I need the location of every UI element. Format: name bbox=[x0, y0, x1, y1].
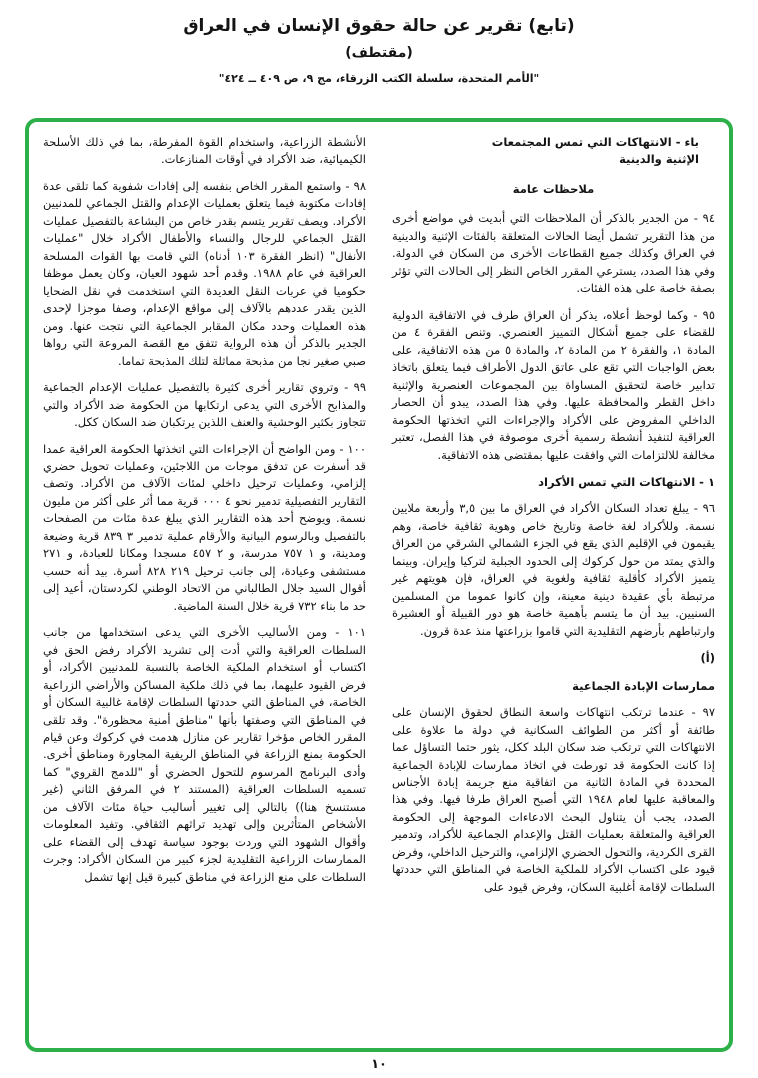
section-heading: ملاحظات عامة bbox=[512, 181, 595, 196]
document-subtitle: (مقتطف) bbox=[345, 45, 413, 61]
paragraph: ١٠١ - ومن الأساليب الأخرى التي يدعى استخدامها من جانب السلطات العراقية والتي أدت إلى تشريد الأكراد رفض الحق في اكتساب أو استخدام الملكية الخاصة بالنسبة للمدنيين الأكراد، أو فرض القيود عليهما، بما في ذلك ملكية المساكن والأراضي الزراعية الخاصة، في المناطق التي حددتها السلطات لإقامة غالبية السكان أو في المناطق التي وصفتها بأنها "مناطق أمنية محظورة". وقد تلقى المقرر الخاص مؤخرا تقارير عن منازل هدمت في كركوك وعن قيام الحكومة بمنع الزراعة في المناطق الريفية المجاورة ومناطق أخرى. وأدى البرنامج المرسوم للتحول الحضري أو "للدمج القروي" كما تسميه السلطات العراقية (المستند ٢ في المرفق الثاني (غير مستنسخ هنا)) بالتالي إلى تغيير أساليب حياة مئات الآلاف من الأشخاص المتأثرين وإلى تهديد تراثهم الثقافي. وتفيد المعلومات وأقوال الشهود التي وردت بوجود سياسة تهدف إلى القضاء على الممارسات الزراعية التقليدية لجزء كبير من السكان الأكراد: وجرت السلطات على منع الزراعة في مناطق كبيرة قيل إنها تشمل bbox=[43, 625, 366, 884]
paragraph: ٩٨ - واستمع المقرر الخاص بنفسه إلى إفادات شفوية كما تلقى عدة إفادات مكتوبة فيما يتعلق بعمليات الإعدام والقتل الجماعي للمدنيين الأكراد. ويصف تقرير يتسم بقدر خاص من البشاعة بالتفصيل عمليات القتل الجماعي للرجال والنساء والأطفال الأكراد خلال "عمليات الأنفال" (انظر الفقرة ١٠٣ أدناه) التي قامت بها القوات المسلحة العراقية في عام ١٩٨٨. وقدم أحد شهود العيان، وكان يعمل موظفا حكوميا في عربات النقل العديدة التي استخدمت في نقل الضحايا الذين يقدر عددهم بالآلاف إلى مواقع الإعدام، وصفا موجزا لإحدى هذه العمليات وحدد مكان المقابر الجماعية التي نتجت عنها. ومن الجدير بالذكر أن هذه الرواية تتفق مع القصة المروعة التي رواها صبي صغير نجا من مذبحة مماثلة لتلك المذبحة تماما. bbox=[43, 178, 366, 368]
paragraph: ٩٦ - يبلغ تعداد السكان الأكراد في العراق ما بين ٣,٥ وأربعة ملايين نسمة. وللأكراد لغة خاصة وتاريخ خاص وهوية ثقافية خاصة، وهم يقيمون في الإقليم الذي يقع في الجزء الشمالي الشرقي من العراق والذي يمتد من حول كركوك إلى الحدود الجبلية لتركيا وإيران. وبينما يتميز الأكراد كأقلية ثقافية ولغوية في العراق، فإن هويتهم غير مرتبطة بأي عقيدة دينية معينة، وإن كانوا عموما من المسلمين السنيين. بيد أن ما يتسم بأهمية خاصة هو دور القبيلة أو العشيرة وارتباطهم بأرضهم التقليدية التي قاموا بزراعتها منذ عدة قرون. bbox=[392, 501, 715, 638]
paragraph: ٩٤ - من الجدير بالذكر أن الملاحظات التي أبديت في مواضع أخرى من هذا التقرير تشمل أيضا الحالات المتعلقة بالفئات الإثنية والدينية في العراق وكذلك جميع القطاعات الأخرى من السكان في الدولة. وفي هذا الصدد، يسترعي المقرر الخاص النظر إلى الحالات التي تؤثر بصفة خاصة على هذه الفئات. bbox=[392, 211, 715, 296]
page-number: ١٠ bbox=[371, 1057, 387, 1072]
paragraph: الأنشطة الزراعية، واستخدام القوة المفرطة، بما في ذلك الأسلحة الكيميائية، ضد الأكراد في أوقات المنازعات. bbox=[43, 135, 366, 167]
section-heading: ١ - الانتهاكات التي تمس الأكراد bbox=[538, 474, 715, 489]
section-heading: ممارسات الإبادة الجماعية bbox=[572, 678, 715, 693]
paragraph: ١٠٠ - ومن الواضح أن الإجراءات التي اتخذتها الحكومة العراقية عمدا قد أسفرت عن تدفق موجات من اللاجئين، وعمليات تحويل حضري إلزامي، وعمليات ترحيل داخلي لمئات الآلاف من الأكراد. وتصف التقارير التفصيلية تدمير نحو ٤ ٠٠٠ قرية مما أثر على أكثر من مليون نسمة. ويوضح أحد هذه التقارير الذي يبلغ عدة مئات من الصفحات بالتفصيل وبالرسوم البيانية والأرقام عملية تدمير ٣ ٨٣٩ قرية وضيعة ومدينة، و ١ ٧٥٧ مدرسة، و ٢ ٤٥٧ مسجدا ومكانا للعبادة، و ٢٧١ مستشفى وعيادة، إلى جانب ترحيل ٢١٩ ٨٢٨ أسرة. بيد أنه حسب أقوال السيد جلال الطالباني من الاتحاد الوطني لكردستان، أعيد إلى حد ما بناء ٧٣٢ قرية خلال السنة الماضية. bbox=[43, 441, 367, 613]
section-heading: (أ) bbox=[700, 651, 715, 666]
document-header bbox=[0, 0, 758, 85]
document-source-citation: "الأمم المتحدة، سلسلة الكتب الزرقاء، مج ٩، ص ٤٠٩ ــ ٤٢٤" bbox=[218, 72, 540, 85]
document-title: (تابع) تقرير عن حالة حقوق الإنسان في العراق bbox=[183, 16, 575, 36]
paragraph: ٩٩ - وتروي تقارير أخرى كثيرة بالتفصيل عمليات الإعدام الجماعية والمذابح الأخرى التي يدعى ارتكابها من الحكومة ضد الأكراد والتي تتجاوز بكثير الوحشية والعنف اللذين يرتكبان ضد السكان ككل. bbox=[43, 380, 366, 430]
content-frame bbox=[25, 118, 733, 1052]
section-heading: باء - الانتهاكات التي تمس المجتمعات الإثنية والدينية bbox=[491, 135, 699, 167]
paragraph: ٩٧ - عندما ترتكب انتهاكات واسعة النطاق لحقوق الإنسان على طائفة أو أكثر من الطوائف السكانية في دولة ما علاوة على الانتهاكات التي ترتكب ضد سكان البلد ككل، يثور حتما التساؤل عما إذا كانت الحكومة قد تورطت في اتخاذ ممارسات للإبادة الجماعية المحددة في المادة الثانية من اتفاقية منع جريمة إبادة الأجناس والمعاقبة عليها لعام ١٩٤٨ التي أصبح العراق طرفا فيها. وفي هذا الصدد، يجب أن يتناول البحث الادعاءات الموجهة إلى الحكومة العراقية والمتعلقة بعمليات القتل والإعدام الجماعية للأكراد، وتدمير القرى الكردية، والتحول الحضري الإلزامي، والترحيل الداخلي، وفرض قيود على اكتساب الأكراد للملكية الخاصة في المناطق التي حددتها السلطات لإقامة أغلبية السكان، وفرض قيود على bbox=[392, 705, 715, 894]
paragraph: ٩٥ - وكما لوحظ أعلاه، يذكر أن العراق طرف في الاتفاقية الدولية للقضاء على جميع أشكال التمييز العنصري. وتنص الفقرة ٤ من المادة ١، والفقرة ٢ من المادة ٢، والمادة ٥ من هذه الاتفاقية، على بعض الواجبات التي تقع على عاتق الدول الأطراف فيما يتعلق باتخاذ تدابير خاصة لتحقيق المساواة بين المجموعات العنصرية والإثنية داخل القطر والمحافظة عليها. وفي هذا الصدد، يبدو أن الحصار الداخلي المفروض على الأكراد والإجراءات التي اتخذتها الحكومة العراقية لتنفيذ أنشطة رسمية أخرى موصوفة في هذا الفصل، تعتبر مخالفة للالتزامات التي وافقت عليها بمقتضى هذه الاتفاقية. bbox=[392, 307, 715, 462]
column-left bbox=[43, 134, 366, 1038]
column-right bbox=[392, 134, 715, 1038]
